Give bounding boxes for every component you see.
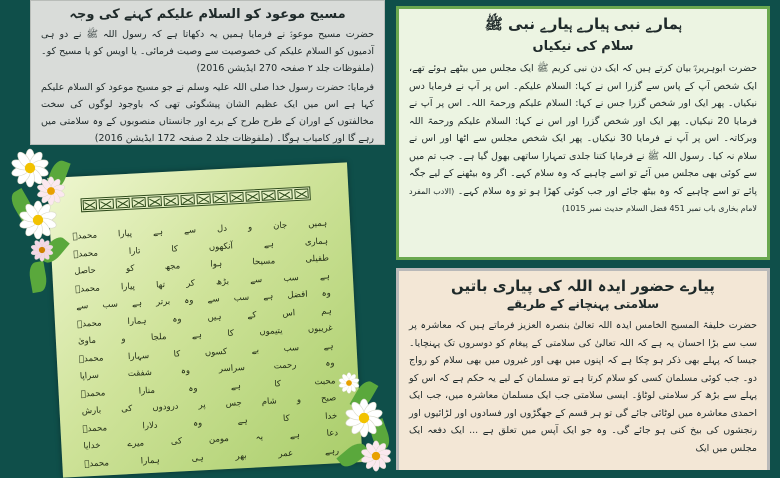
poem-word: سے: [249, 274, 263, 286]
poem-word: وہ: [172, 313, 182, 325]
poem-word: ہمارا: [127, 315, 147, 327]
poem-word: غریبوں: [307, 323, 333, 335]
poem-word: برتر: [155, 296, 171, 308]
poem-word: کسوں: [204, 346, 228, 358]
poem-word: ہے: [230, 380, 242, 392]
poem-word: رہے: [324, 445, 340, 457]
panel-salam-masih: [30, 0, 385, 145]
poem-word: حاصل: [74, 265, 97, 277]
poem-word: میرے: [127, 438, 145, 450]
pattern-cell: [196, 194, 211, 205]
poem-word: کا: [227, 328, 235, 339]
poem-word: سہارا: [127, 350, 150, 362]
poem-word: محبت: [314, 375, 336, 387]
poem-word: پیارا: [120, 281, 136, 292]
poem-word: ہمارا: [140, 455, 160, 467]
poem-word: یتیموں: [259, 325, 283, 338]
panel-huzoor-baatein: [396, 268, 770, 470]
poem-word: ہے: [191, 330, 203, 341]
poem-word: منارا: [138, 385, 156, 397]
poem-word: اس: [282, 307, 296, 319]
poem-word: جس: [225, 398, 243, 410]
poem-word: طفیلی: [305, 253, 330, 265]
poem-word: صبح: [320, 393, 337, 405]
poem-word: کا: [171, 243, 179, 255]
poem-word: پیارا: [117, 228, 133, 240]
leaf-icon: [28, 261, 49, 293]
pattern-cell: [83, 199, 98, 210]
poem-word: سے: [207, 294, 220, 305]
pattern-cell: [99, 199, 114, 210]
poem-word: ہے: [263, 291, 274, 302]
poem-word: سراسر: [218, 362, 246, 375]
poem-word: ہے: [152, 227, 164, 238]
poem-word: محمدؐ: [80, 387, 106, 400]
poem-word: کو: [125, 263, 135, 275]
poem-word: وہ: [321, 288, 332, 299]
poem-word: محمدؐ: [76, 317, 102, 330]
poem-word: تھا: [155, 279, 166, 291]
flower-icon: [30, 238, 54, 262]
poem-card: [47, 162, 362, 477]
panel-subtitle: سلامتی پہنچانے کے طریقے: [507, 297, 659, 311]
poem-word: کی: [170, 436, 183, 447]
flower-icon: [344, 398, 384, 438]
decorative-pattern-strip: [80, 186, 310, 212]
poem-word: ہے: [131, 298, 143, 309]
poem-word: شفقت: [127, 367, 153, 380]
poem-word: سب: [233, 292, 250, 304]
poem-word: کے: [247, 309, 257, 321]
poem-word: ہیں: [207, 311, 222, 323]
panel-subtitle: سلام کی نیکیاں: [532, 39, 634, 54]
poem-word: مسیحا: [252, 256, 276, 268]
poem-word: جان: [272, 220, 288, 232]
pattern-cell: [294, 188, 309, 199]
poem-word: محمدؐ: [84, 457, 110, 470]
pattern-cell: [115, 198, 130, 209]
poem-word: خدایا: [83, 440, 101, 452]
poem-word: پر: [198, 400, 206, 411]
poem-word: محمدؐ: [72, 230, 98, 242]
poem-word: ہوا: [210, 259, 223, 270]
poem-word: ہم: [320, 305, 332, 317]
flower-icon: [18, 200, 58, 240]
poem-word: و: [121, 334, 126, 345]
panel-title: مسیح موعود کو السلام علیکم کہنے کی وجہ: [69, 7, 346, 22]
poem-word: وہ: [325, 358, 335, 369]
article-text: حضرت خلیفۃ المسیح الخامس ایدہ اللہ تعالیٰ بنصرہ العزیز فرماتے ہیں کہ معاشرہ پر سب سے بڑا احسان یہ ہے کہ اللہ تعالیٰ کی سلامتی کے پیغام کو دوسروں تک پہنچایا۔ جیسا کہ پہلے بھی ذکر ہو چکا ہے کہ اپنوں میں بھی اور غیروں میں بھی سلام کو رواج دو۔ جب کوئی مسلمان کسی کو سلام کرتا ہے تو مسلمان کے لیے یہ حکم ہے کہ اس کو پہلے سے بڑھ کر سلامتی لوٹاؤ۔ ایسی سلامتی جب ایک مسلمان معاشرہ میں، جب ایک احمدی معاشرہ میں لوٹائی جائے گی تو ہر قسم کے جھگڑوں اور فسادوں اور لڑائیوں اور رنجشوں کی بیخ کنی ہو جائے گی۔ وہ جو ایک آپس میں تعلق ہے ... ایک دفعہ ایک مجلس میں ایک: [409, 320, 757, 454]
poem-text: [72, 215, 339, 473]
poem-word: مومن: [208, 433, 230, 445]
pattern-cell: [148, 196, 163, 207]
poem-word: یہ: [255, 432, 264, 443]
panel-nabi-salam: [396, 6, 770, 260]
poem-word: محمدؐ: [73, 248, 99, 260]
poem-word: عمر: [278, 448, 294, 459]
poem-word: کر: [185, 277, 196, 289]
poem-word: رحمت: [273, 360, 297, 372]
poem-word: دلارا: [142, 420, 158, 431]
poem-word: بے: [251, 344, 260, 356]
pattern-cell: [245, 191, 260, 202]
poem-word: وہ: [184, 295, 194, 307]
poem-word: محمدؐ: [78, 352, 104, 365]
poem-word: ہے: [237, 415, 248, 426]
poem-word: ہے: [319, 270, 331, 282]
poem-word: مجھ: [164, 261, 181, 273]
poem-word: ملجا: [150, 332, 167, 343]
poem-word: ہمیں: [307, 218, 328, 230]
poem-word: محمدؐ: [75, 282, 101, 295]
pattern-cell: [261, 190, 276, 201]
poem-word: افضل: [287, 289, 308, 301]
poem-word: درودوں: [152, 401, 179, 413]
poem-word: سب: [102, 299, 119, 311]
poem-word: کا: [274, 378, 282, 389]
flower-icon: [338, 372, 360, 394]
poem-word: ہی: [191, 452, 204, 464]
poem-word: سے: [183, 225, 197, 236]
poem-word: شام: [261, 396, 278, 408]
poem-word: ماویٰ: [77, 335, 97, 347]
poem-word: سب: [283, 272, 300, 284]
poem-word: کی: [120, 403, 133, 415]
pattern-cell: [180, 194, 195, 205]
poem-word: کا: [282, 413, 290, 424]
flower-icon: [360, 440, 392, 472]
poem-word: ہے: [289, 430, 301, 441]
paragraph-2: فرمایا: حضرت رسول خدا صلی اللہ علیہ وسلم نے جو مسیح موعود کو السلام علیکم کہا ہے اس میں ایک عظیم الشان پیشگوئی تھی کہ باوجود لوگوں کی سخت مخالفتوں کے اوران کے طرح طرح کے برے اور جانستاں منصوبوں کے وہ سلامتی میں رہے گا اور کامیاب ہوگا۔ (ملفوظات جلد 2 صفحہ 172 ایڈیشن 2016): [41, 82, 374, 144]
poem-word: و: [296, 395, 302, 406]
pattern-cell: [278, 189, 293, 200]
pattern-cell: [164, 195, 179, 206]
hadith-reference: (الادب المفرد لامام بخاری باب نمبر 451 فضل السلام حدیث نمبر 1015): [409, 186, 757, 213]
paragraph-1: حضرت مسیح موعودؑ نے فرمایا ہمیں یہ دکھاتا ہے کہ رسول اللہ ﷺ نے دو ہی آدمیوں کو السلام علیکم کی خصوصیت سے وصیت فرمائی۔ یا اویس کو یا مسیح کو۔ (ملفوظات جلد ۲ صفحہ 270 ایڈیشن 2016): [41, 29, 374, 74]
pattern-cell: [213, 193, 228, 204]
poem-word: ہے: [263, 238, 275, 250]
poem-word: وہ: [192, 417, 203, 429]
poem-word: بڑھ: [215, 276, 230, 287]
poem-word: بھر: [235, 450, 247, 462]
panel-title: پیارے حضور ایدہ اللہ کی پیاری باتیں: [451, 277, 715, 295]
poem-word: وہ: [180, 365, 191, 377]
poem-word: محمدؐ: [82, 422, 108, 435]
poem-word: خدا: [324, 410, 338, 422]
poem-word: ہے: [323, 340, 334, 352]
poem-word: سراپا: [79, 370, 100, 382]
poem-word: دعا: [326, 428, 339, 439]
poem-word: تارا: [128, 245, 141, 257]
pattern-cell: [229, 192, 244, 203]
hadith-text: حضرت ابوہریرہؓ بیان کرتے ہیں کہ ایک دن نبی کریم ﷺ ایک مجلس میں بیٹھے ہوئے تھے، ایک شخص آپ کے پاس سے گزرا اس نے کہا: السلام علیکم۔ اس پر آپ نے فرمایا دس نیکیاں۔ پھر ایک اور شخص گزرا جس نے کہا: السلام علیکم ورحمۃ اللہ۔ اس پر آپ نے فرمایا 20 نیکیاں۔ پھر ایک اور شخص گزرا اور اس نے کہا: السلام علیکم ورحمۃ اللہ وبرکاتہ۔ اس پر آپ نے فرمایا 30 نیکیاں۔ پھر ایک شخص مجلس سے اٹھا اور اس نے سلام نہ کیا۔ رسول اللہ ﷺ نے فرمایا کتنا جلدی تمہارا ساتھی بھول گیا ہے۔ جب تم میں سے کوئی بھی مجلس میں آئے تو اسے چاہیے کہ وہ سلام کہے۔ اگر وہ بیٹھنے کے لیے جگہ پائے تو اسے چاہیے کہ وہ بیٹھ جائے اور جب کوئی کھڑا ہو تو وہ سلام کہے۔ (الادب المفرد لامام بخاری باب نمبر 451 فضل السلام حدیث نمبر 1015): [409, 63, 758, 213]
panel-title: ہمارے نبی ہیارے ہیارے نبی ﷺ: [484, 15, 682, 33]
poem-word: سب: [283, 342, 300, 354]
poem-word: آنکھوں: [208, 240, 234, 253]
poem-word: بارش: [81, 405, 102, 417]
poem-word: وہ: [188, 382, 198, 394]
poem-word: کا: [173, 348, 181, 360]
poem-word: ہماری: [304, 235, 329, 248]
poem-word: دل: [216, 223, 228, 235]
pattern-cell: [131, 197, 146, 208]
poem-word: و: [247, 222, 253, 233]
poem-word: سے: [75, 301, 89, 312]
